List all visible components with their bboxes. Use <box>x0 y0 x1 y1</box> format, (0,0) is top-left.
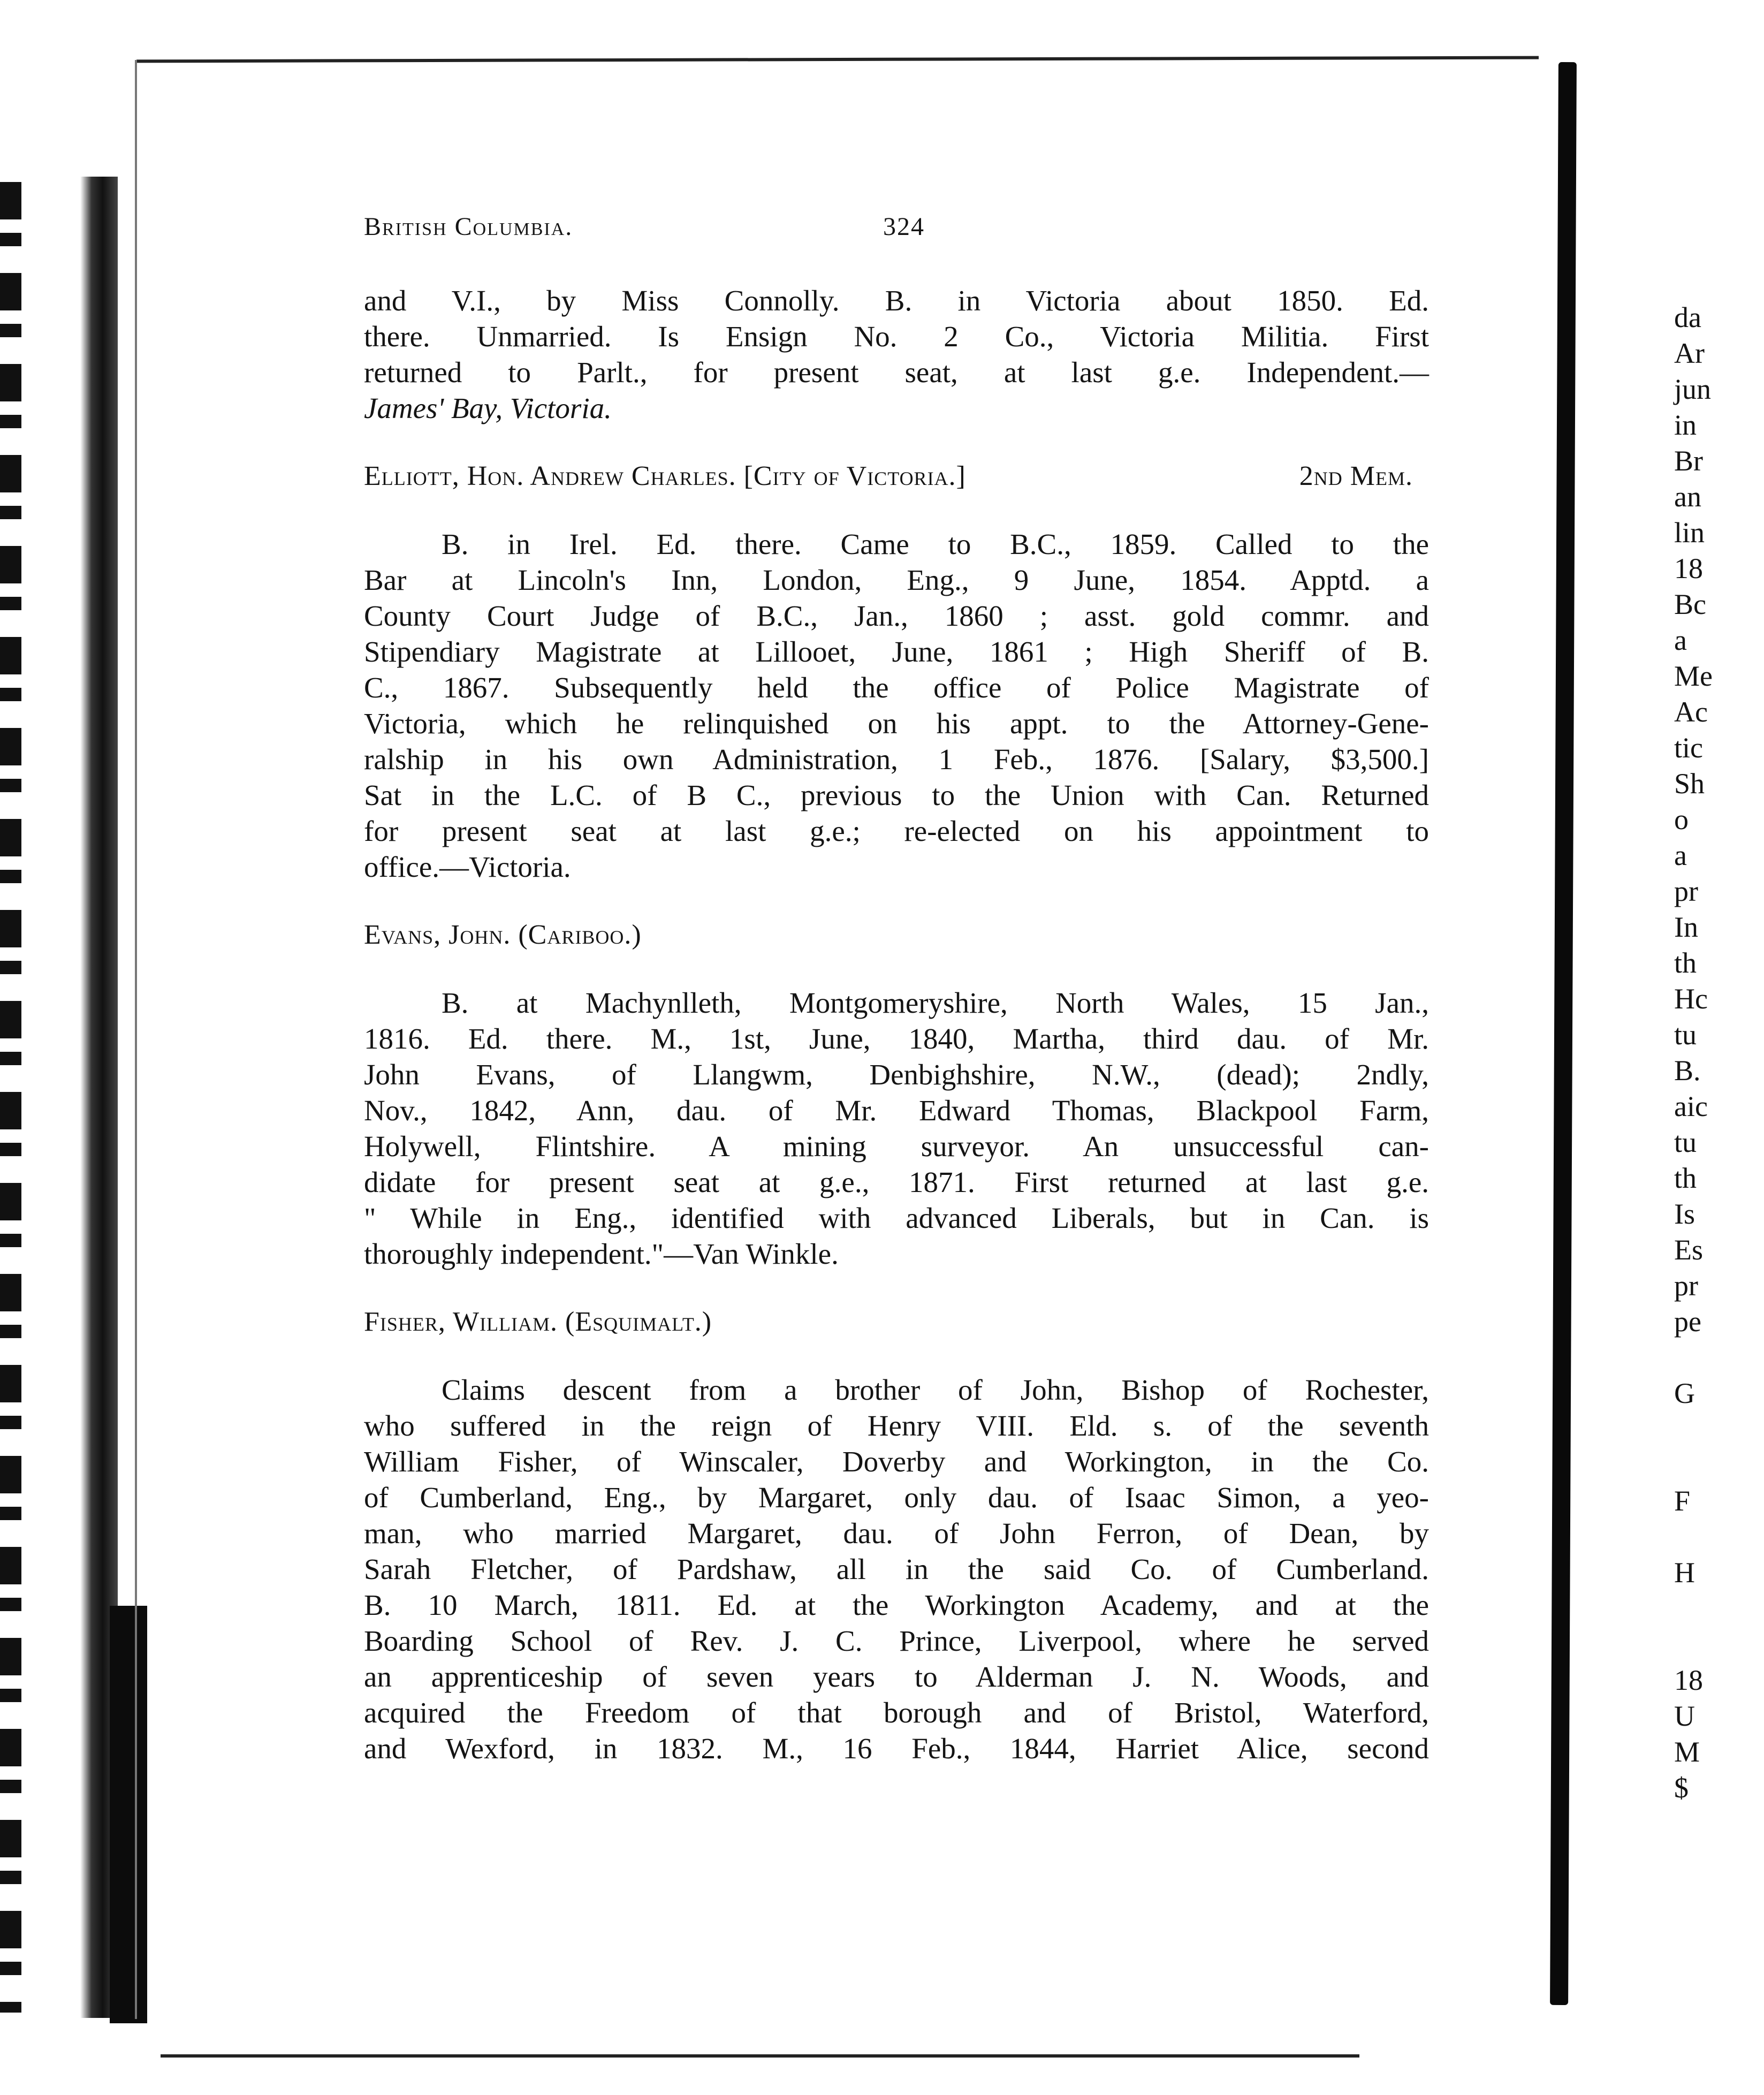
text-line: Bar at Lincoln's Inn, London, Eng., 9 June, 1854. Apptd. a <box>364 564 1429 596</box>
running-header <box>364 212 931 244</box>
entry-heading <box>364 1304 1429 1340</box>
margin-fragment: Bc <box>1674 588 1706 620</box>
margin-fragment: 18 <box>1674 552 1703 585</box>
text-line: B. in Irel. Ed. there. Came to B.C., 1859. Called to the <box>442 528 1429 560</box>
text-line: 1816. Ed. there. M., 1st, June, 1840, Martha, third dau. of Mr. <box>364 1022 1429 1055</box>
entry-fisher <box>364 1304 1429 1766</box>
margin-fragment <box>1674 1627 1764 1663</box>
margin-fragment: B. <box>1674 1054 1701 1087</box>
page-top-edge <box>136 56 1539 63</box>
entry-evans <box>364 917 1429 1272</box>
text-line: B. at Machynlleth, Montgomeryshire, North Wales, 15 Jan., <box>442 986 1429 1019</box>
text-line: Claims descent from a brother of John, Bishop of Rochester, <box>442 1373 1429 1406</box>
margin-fragment: In <box>1674 911 1698 943</box>
book-spine-shadow-lower <box>110 1606 147 2023</box>
intro-paragraph <box>364 283 1429 426</box>
margin-fragment: Hc <box>1674 983 1708 1015</box>
margin-fragment: da <box>1674 301 1701 333</box>
text-line: thoroughly independent."—Van Winkle. <box>364 1238 839 1270</box>
entry-heading-member: 2nd Mem. <box>1299 461 1413 491</box>
text-line: and Wexford, in 1832. M., 16 Feb., 1844, Harriet Alice, second <box>364 1732 1429 1765</box>
margin-fragment: tu <box>1674 1126 1697 1158</box>
text-line: Sarah Fletcher, of Pardshaw, all in the said Co. of Cumberland. <box>364 1553 1429 1585</box>
text-line: who suffered in the reign of Henry VIII. Eld. s. of the seventh <box>364 1409 1429 1442</box>
text-line: didate for present seat at g.e., 1871. First returned at last g.e. <box>364 1166 1429 1198</box>
entry-heading-name: Elliott, Hon. Andrew Charles. [City of Victoria.] <box>364 461 966 491</box>
text-line: acquired the Freedom of that borough and of Bristol, Waterford, <box>364 1696 1429 1729</box>
text-line: for present seat at last g.e.; re-elected on his appointment to <box>364 815 1429 847</box>
text-line: " While in Eng., identified with advanced Liberals, but in Can. is <box>364 1202 1429 1234</box>
margin-fragment <box>1674 1340 1764 1376</box>
margin-fragment: G <box>1674 1377 1695 1409</box>
margin-fragment: a <box>1674 839 1687 871</box>
margin-fragment: Ar <box>1674 337 1705 369</box>
facing-page-gutter-bar <box>1550 62 1577 2005</box>
margin-fragment: aic <box>1674 1090 1708 1122</box>
margin-fragment: jun <box>1674 373 1712 405</box>
text-line: B. 10 March, 1811. Ed. at the Workington Academy, and at the <box>364 1589 1429 1621</box>
margin-fragment: 18 <box>1674 1664 1703 1696</box>
entry-heading <box>364 917 1429 953</box>
margin-fragment: Ac <box>1674 696 1708 728</box>
text-line: C., 1867. Subsequently held the office of Police Magistrate of <box>364 671 1429 704</box>
margin-fragment: tic <box>1674 732 1703 764</box>
text-line: and V.I., by Miss Connolly. B. in Victoria about 1850. Ed. <box>364 284 1429 317</box>
margin-fragment: Me <box>1674 660 1713 692</box>
margin-fragment <box>1674 1519 1764 1555</box>
text-line: of Cumberland, Eng., by Margaret, only dau. of Isaac Simon, a yeo- <box>364 1481 1429 1514</box>
margin-fragment: in <box>1674 409 1697 441</box>
text-line: man, who married Margaret, dau. of John Ferron, of Dean, by <box>364 1517 1429 1550</box>
text-line: Victoria, which he relinquished on his appt. to the Attorney-Gene- <box>364 707 1429 740</box>
entry-heading-name: Fisher, William. (Esquimalt.) <box>364 1307 712 1337</box>
text-line: Holywell, Flintshire. A mining surveyor. An unsuccessful can- <box>364 1130 1429 1163</box>
entry-elliott <box>364 458 1429 885</box>
text-line: James' Bay, Victoria. <box>364 392 612 424</box>
margin-fragment: lin <box>1674 517 1705 549</box>
text-line: there. Unmarried. Is Ensign No. 2 Co., Victoria Militia. First <box>364 320 1429 353</box>
entry-heading-name: Evans, John. (Cariboo.) <box>364 920 642 950</box>
text-line: William Fisher, of Winscaler, Doverby and Workington, in the Co. <box>364 1445 1429 1478</box>
margin-fragment: $ <box>1674 1772 1689 1804</box>
text-line: Sat in the L.C. of B C., previous to the Union with Can. Returned <box>364 779 1429 811</box>
margin-fragment <box>1674 1411 1764 1447</box>
scan-edge-artifact <box>0 182 21 2013</box>
margin-fragment: o <box>1674 803 1689 836</box>
entry-heading <box>364 458 1429 494</box>
margin-fragment: pe <box>1674 1305 1701 1338</box>
margin-fragment <box>1674 1591 1764 1627</box>
margin-fragment: th <box>1674 947 1697 979</box>
margin-fragment: Es <box>1674 1234 1703 1266</box>
text-line: returned to Parlt., for present seat, at last g.e. Independent.— <box>364 356 1429 389</box>
text-line: County Court Judge of B.C., Jan., 1860 ; asst. gold commr. and <box>364 599 1429 632</box>
margin-fragment: U <box>1674 1700 1695 1732</box>
margin-fragment: F <box>1674 1485 1691 1517</box>
text-line: Nov., 1842, Ann, dau. of Mr. Edward Thomas, Blackpool Farm, <box>364 1094 1429 1127</box>
margin-fragment: Sh <box>1674 768 1705 800</box>
margin-fragment: Is <box>1674 1198 1695 1230</box>
page-bottom-edge <box>161 2054 1359 2058</box>
text-line: an apprenticeship of seven years to Alderman J. N. Woods, and <box>364 1660 1429 1693</box>
margin-fragment: a <box>1674 624 1687 656</box>
margin-fragment: tu <box>1674 1019 1697 1051</box>
margin-fragment: an <box>1674 481 1701 513</box>
page-body <box>364 283 1429 1766</box>
margin-fragment: M <box>1674 1736 1700 1768</box>
text-line: Boarding School of Rev. J. C. Prince, Liverpool, where he served <box>364 1625 1429 1657</box>
margin-fragment: H <box>1674 1557 1695 1589</box>
running-title: British Columbia. <box>364 212 573 241</box>
text-line: Stipendiary Magistrate at Lillooet, June, 1861 ; High Sheriff of B. <box>364 635 1429 668</box>
text-line: ralship in his own Administration, 1 Feb., 1876. [Salary, $3,500.] <box>364 743 1429 776</box>
margin-fragment <box>1674 1447 1764 1483</box>
text-line: John Evans, of Llangwm, Denbighshire, N.W., (dead); 2ndly, <box>364 1058 1429 1091</box>
margin-fragment: th <box>1674 1162 1697 1194</box>
page-left-edge <box>135 60 137 2019</box>
margin-fragment: pr <box>1674 875 1698 907</box>
text-line: office.—Victoria. <box>364 851 571 883</box>
margin-fragment: pr <box>1674 1270 1698 1302</box>
facing-page-fragments <box>1674 300 1764 1806</box>
margin-fragment: Br <box>1674 445 1703 477</box>
page-number: 324 <box>883 212 925 241</box>
